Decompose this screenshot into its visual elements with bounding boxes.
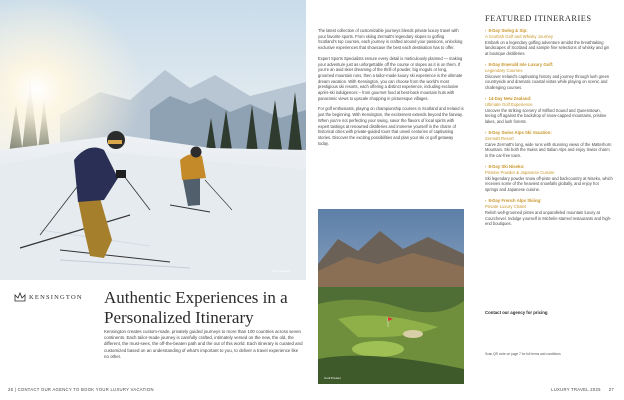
itinerary-subtitle: Ultimate Golf Experience [485, 102, 533, 108]
right-footer [551, 387, 614, 392]
brand-logo [14, 290, 102, 304]
page-headline: Authentic Experiences in a Personalized Itinerary [104, 288, 288, 327]
itinerary-description: Ski legendary powder snow off-piste and backcountry at Niseko, which receives some of the heaviest snowfalls globally, and enjoy hot springs and Japanese cuisine. [485, 175, 613, 192]
footer-separator: | [14, 387, 18, 392]
itinerary-subtitle: Zermatt Resort [485, 136, 514, 142]
article-paragraph: The latest collection of customizable journeys blends private luxury travel with your favorite sports. From skiing Zermatt's legendary slopes to golfing Scotland's top courses, each journey is crafted around your passions, unlocking exclusive experiences that showcase the best each destination has to offer. [318, 28, 463, 51]
itinerary-title: 8-Day Swing & Sip: [488, 28, 528, 33]
itinerary-title: 8-Day Swiss Alps Ski Vacation: [488, 130, 552, 136]
itinerary-item [485, 198, 613, 226]
itinerary-item [485, 28, 613, 56]
arrow-icon: › [485, 198, 487, 204]
itinerary-description: Relish well-groomed pistes and unparalleled mountain luxury at Courchevel. Indulge yourself in Michelin-starred restaurants and high-end boutiques. [485, 210, 612, 227]
ski-photo-credit: Getty Images [272, 269, 290, 273]
itinerary-title: 14-Day New Zealand: [488, 96, 532, 102]
intro-paragraph: Kensington creates custom-made, privately guided journeys to more than 100 countries across seven continents. Each tailor-made journey is carefully crafted, intimately versed on the new, the old, the different, the must-sees, the off-the-beaten path and the out of this world. Each itinerary is curated and customized based on an understanding of what's important to you, to deliver a travel experience like no other. [104, 329, 303, 359]
itinerary-item [485, 164, 613, 192]
itinerary-subtitle: Legendary Courses [485, 68, 523, 74]
ski-photo [0, 0, 306, 280]
terms-footnote: Scan QR code on page 7 for full terms and conditions [485, 352, 561, 356]
magazine-title: LUXURY TRAVEL 2025 [551, 387, 601, 392]
itinerary-description: Carve Zermatt's long, wide runs with stunning views of the Matterhorn Mountain. Ski both the Swiss and Italian Alps and enjoy Swiss charm in the car-free town. [485, 141, 612, 158]
left-footer [8, 387, 154, 392]
itinerary-subtitle: Pristine Powder & Japanese Cuisine [485, 170, 555, 176]
itinerary-list [485, 28, 613, 233]
arrow-icon: › [485, 130, 487, 136]
arrow-icon: › [485, 62, 487, 68]
featured-itineraries-heading: FEATURED ITINERARIES [485, 14, 592, 23]
itinerary-description: Discover Ireland's captivating history and journey through lush green countryside and dramatic coastal vistas while playing on scenic and challenging courses. [485, 73, 610, 90]
itinerary-item [485, 130, 613, 158]
arrow-icon: › [485, 28, 487, 33]
golf-photo [318, 209, 464, 384]
right-page-number: 27 [608, 387, 614, 392]
itinerary-subtitle: Private Luxury Chalet [485, 204, 527, 210]
article-paragraph: For golf enthusiasts, playing on championship courses in Scotland and Ireland is just the beginning. With Kensington, the excitement extends beyond the fairway. When you're not perfecting your swing, savor the flavors of local spirits with expert tastings at renowned distilleries and immerse yourself in the charm of historical cities with private-guided tours that unveil centuries of captivating stories. Discover the exciting possibilities and plan your ski or golf getaway today. [318, 106, 464, 146]
itinerary-description: Uncover the striking scenery of Milford Sound and Queenstown, teeing off against the backdrop of snow-capped mountains, pristine lakes, and lush forests. [485, 107, 607, 124]
itinerary-item [485, 96, 613, 124]
pricing-note: Contact our agency for pricing [485, 310, 548, 315]
arrow-icon: › [485, 96, 487, 102]
article-paragraph: Expert Sports Specialists ensure every detail is meticulously planned — making your adventure just as unforgettable off the course or slopes as it is on them. If you're an avid skier dreaming of the thrill of powder, big moguls or long, groomed mountain runs, then a tailor-made luxury ski experience is the ultimate dream vacation. With Kensington, you can choose from the world's most prestigious ski resorts, each offering a distinct experience, including exclusive après-ski indulgences – from gourmet food at best-back mountain huts with panoramic views to upscale shopping in picturesque villages. [318, 55, 463, 101]
left-page-number: 26 [8, 387, 14, 392]
itinerary-title: 8-Day Ski Niseko: [488, 164, 525, 170]
itinerary-description: Embark on a legendary golfing adventure amidst the breathtaking landscapes of Scotland and sample fine selections of whisky and gin at boutique distilleries. [485, 39, 610, 56]
itinerary-item [485, 62, 613, 90]
itinerary-title: 8-Day French Alps Skiing: [488, 198, 542, 204]
article-body [318, 28, 464, 151]
brand-name: KENSINGTON [29, 293, 83, 301]
crown-icon [14, 292, 26, 302]
itinerary-title: 8-Day Emerald Isle Luxury Golf: [488, 62, 554, 68]
itinerary-subtitle: A Scottish Golf and Whisky Journey [485, 34, 554, 39]
golf-photo-credit: Cork Prestel [324, 376, 341, 380]
arrow-icon: › [485, 164, 487, 170]
footer-cta: CONTACT OUR AGENCY TO BOOK YOUR LUXURY VACATION [17, 387, 154, 392]
